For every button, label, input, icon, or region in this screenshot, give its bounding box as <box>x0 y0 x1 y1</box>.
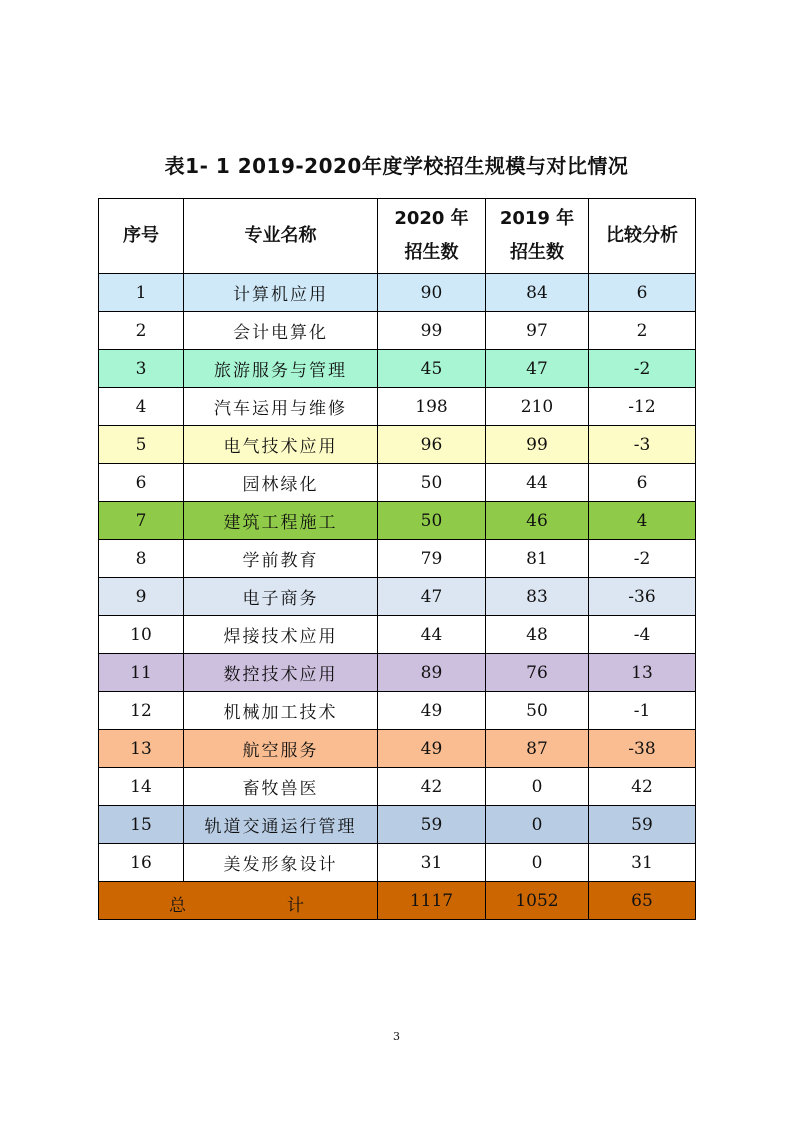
page-number: 3 <box>393 1030 400 1043</box>
cell-major: 轨道交通运行管理 <box>184 806 378 844</box>
cell-2019: 48 <box>486 616 589 654</box>
cell-diff: 2 <box>589 312 696 350</box>
cell-2020: 96 <box>378 426 486 464</box>
cell-major: 机械加工技术 <box>184 692 378 730</box>
cell-diff: 31 <box>589 844 696 882</box>
cell-major: 畜牧兽医 <box>184 768 378 806</box>
table-row <box>99 806 696 844</box>
cell-2019: 83 <box>486 578 589 616</box>
cell-major: 会计电算化 <box>184 312 378 350</box>
cell-2020: 44 <box>378 616 486 654</box>
cell-diff: -4 <box>589 616 696 654</box>
cell-2019: 0 <box>486 768 589 806</box>
cell-no: 8 <box>99 540 184 578</box>
table-row <box>99 274 696 312</box>
table-row <box>99 730 696 768</box>
cell-no: 16 <box>99 844 184 882</box>
cell-diff: 13 <box>589 654 696 692</box>
cell-major: 美发形象设计 <box>184 844 378 882</box>
enrollment-table <box>98 198 696 920</box>
cell-2019: 0 <box>486 806 589 844</box>
cell-no: 3 <box>99 350 184 388</box>
header-2019 <box>486 199 589 274</box>
total-label-a: 总 <box>169 896 186 916</box>
cell-2020: 90 <box>378 274 486 312</box>
cell-diff: -1 <box>589 692 696 730</box>
header-no: 序号 <box>99 199 184 274</box>
header-2019-line1: 2019 年 <box>499 208 575 229</box>
cell-no: 4 <box>99 388 184 426</box>
cell-2019: 50 <box>486 692 589 730</box>
cell-no: 1 <box>99 274 184 312</box>
cell-2019: 46 <box>486 502 589 540</box>
total-diff: 65 <box>589 882 696 920</box>
table-row <box>99 844 696 882</box>
header-compare: 比较分析 <box>589 199 696 274</box>
cell-major: 焊接技术应用 <box>184 616 378 654</box>
cell-no: 14 <box>99 768 184 806</box>
table-row <box>99 578 696 616</box>
total-row <box>99 882 696 920</box>
header-2020 <box>378 199 486 274</box>
cell-diff: -2 <box>589 350 696 388</box>
cell-major: 建筑工程施工 <box>184 502 378 540</box>
cell-no: 5 <box>99 426 184 464</box>
cell-no: 10 <box>99 616 184 654</box>
table-row <box>99 464 696 502</box>
cell-no: 15 <box>99 806 184 844</box>
cell-2019: 84 <box>486 274 589 312</box>
cell-2020: 198 <box>378 388 486 426</box>
cell-2019: 81 <box>486 540 589 578</box>
cell-2019: 87 <box>486 730 589 768</box>
cell-diff: 6 <box>589 274 696 312</box>
cell-no: 12 <box>99 692 184 730</box>
cell-diff: 4 <box>589 502 696 540</box>
cell-2019: 99 <box>486 426 589 464</box>
cell-2020: 50 <box>378 464 486 502</box>
table-row <box>99 768 696 806</box>
table-row <box>99 312 696 350</box>
total-label-cell <box>99 882 378 920</box>
cell-diff: -2 <box>589 540 696 578</box>
cell-major: 计算机应用 <box>184 274 378 312</box>
cell-diff: 59 <box>589 806 696 844</box>
cell-no: 2 <box>99 312 184 350</box>
cell-no: 7 <box>99 502 184 540</box>
cell-diff: 6 <box>589 464 696 502</box>
cell-2019: 0 <box>486 844 589 882</box>
table-header-row <box>99 199 696 274</box>
cell-2020: 42 <box>378 768 486 806</box>
cell-2020: 59 <box>378 806 486 844</box>
cell-major: 汽车运用与维修 <box>184 388 378 426</box>
cell-2019: 44 <box>486 464 589 502</box>
table-row <box>99 502 696 540</box>
cell-major: 园林绿化 <box>184 464 378 502</box>
cell-2020: 50 <box>378 502 486 540</box>
cell-major: 学前教育 <box>184 540 378 578</box>
cell-2020: 79 <box>378 540 486 578</box>
table-row <box>99 426 696 464</box>
cell-2019: 97 <box>486 312 589 350</box>
table-row <box>99 616 696 654</box>
cell-major: 电子商务 <box>184 578 378 616</box>
cell-2019: 76 <box>486 654 589 692</box>
cell-diff: -38 <box>589 730 696 768</box>
table-row <box>99 692 696 730</box>
table-row <box>99 654 696 692</box>
cell-no: 9 <box>99 578 184 616</box>
cell-no: 13 <box>99 730 184 768</box>
header-2020-line2: 招生数 <box>404 242 459 263</box>
cell-diff: 42 <box>589 768 696 806</box>
cell-2019: 210 <box>486 388 589 426</box>
total-2020: 1117 <box>378 882 486 920</box>
total-label-b: 计 <box>287 896 304 916</box>
cell-2020: 49 <box>378 730 486 768</box>
cell-2020: 99 <box>378 312 486 350</box>
cell-2020: 47 <box>378 578 486 616</box>
cell-major: 航空服务 <box>184 730 378 768</box>
cell-major: 旅游服务与管理 <box>184 350 378 388</box>
cell-diff: -36 <box>589 578 696 616</box>
cell-2020: 31 <box>378 844 486 882</box>
cell-2019: 47 <box>486 350 589 388</box>
cell-diff: -3 <box>589 426 696 464</box>
cell-diff: -12 <box>589 388 696 426</box>
header-major: 专业名称 <box>184 199 378 274</box>
cell-2020: 45 <box>378 350 486 388</box>
total-2019: 1052 <box>486 882 589 920</box>
page-title: 表1- 1 2019-2020年度学校招生规模与对比情况 <box>164 154 629 178</box>
cell-major: 电气技术应用 <box>184 426 378 464</box>
cell-2020: 49 <box>378 692 486 730</box>
cell-major: 数控技术应用 <box>184 654 378 692</box>
table-row <box>99 350 696 388</box>
table-row <box>99 388 696 426</box>
table-row <box>99 540 696 578</box>
cell-no: 11 <box>99 654 184 692</box>
cell-no: 6 <box>99 464 184 502</box>
header-2019-line2: 招生数 <box>510 242 564 263</box>
header-2020-line1: 2020 年 <box>394 208 469 229</box>
cell-2020: 89 <box>378 654 486 692</box>
